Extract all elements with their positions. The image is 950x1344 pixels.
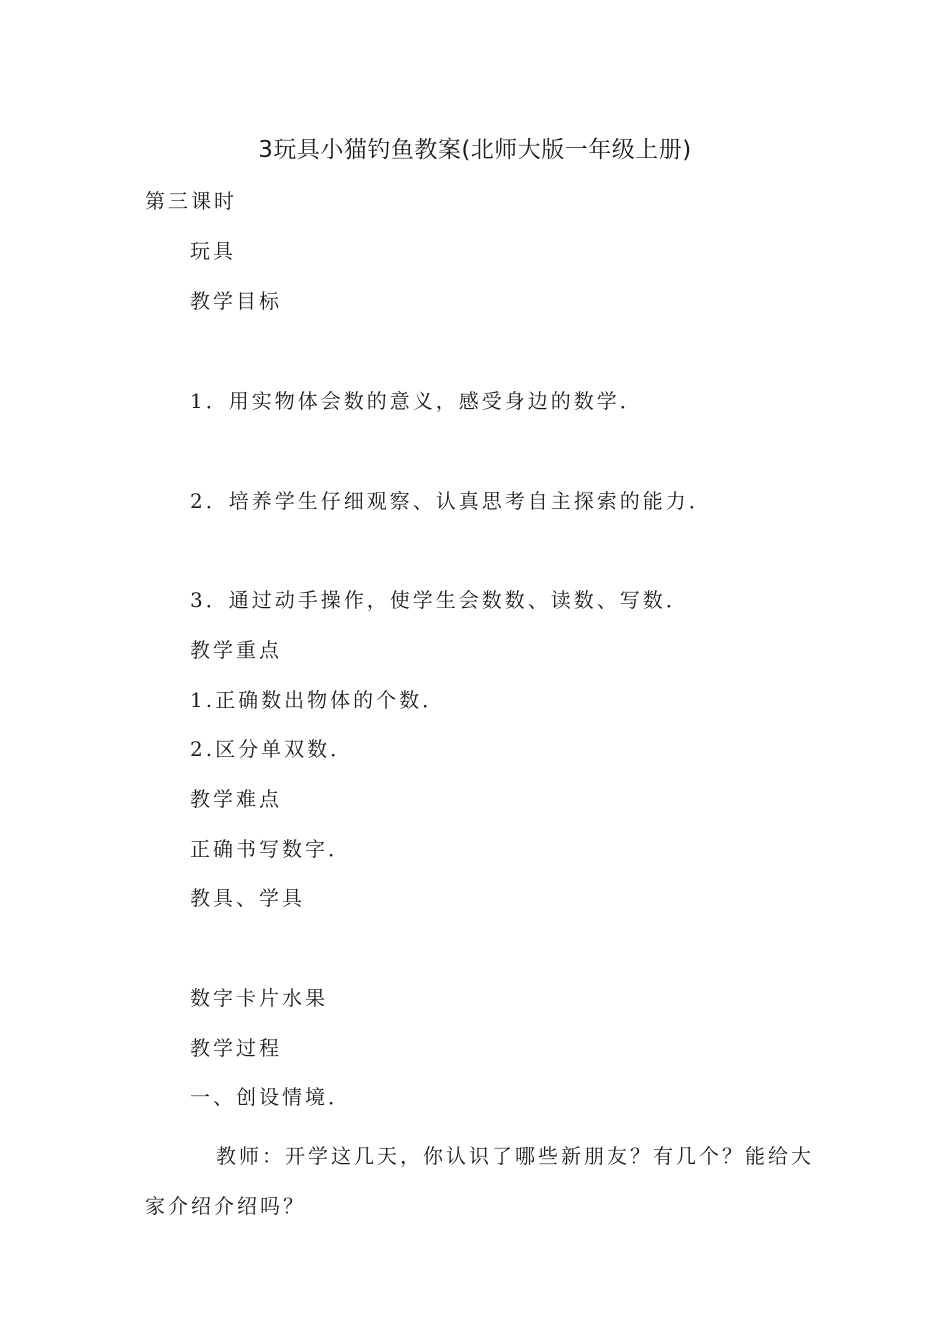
- key-point-item-2: 2.区分单双数．: [190, 737, 354, 761]
- tools-text: 数字卡片水果: [190, 986, 328, 1010]
- dialogue-paragraph: 教师：开学这几天，你认识了哪些新朋友？有几个？能给大家介绍介绍吗？: [145, 1144, 814, 1218]
- difficulty-heading: 教学难点: [190, 787, 282, 811]
- tools-heading: 教具、学具: [190, 886, 305, 910]
- key-point-item-1: 1.正确数出物体的个数．: [190, 688, 446, 712]
- topic-label: 玩具: [190, 239, 236, 263]
- document-title: 3玩具小猫钓鱼教案(北师大版一年级上册): [258, 137, 692, 163]
- key-points-heading: 教学重点: [190, 638, 282, 662]
- goal-item-2: 2．培养学生仔细观察、认真思考自主探索的能力．: [190, 489, 712, 513]
- goals-heading: 教学目标: [190, 289, 282, 313]
- difficulty-text: 正确书写数字．: [190, 837, 351, 861]
- goal-item-3: 3．通过动手操作，使学生会数数、读数、写数．: [190, 588, 689, 612]
- lesson-label: 第三课时: [145, 189, 237, 213]
- goal-item-1: 1．用实物体会数的意义，感受身边的数学．: [190, 389, 643, 413]
- process-heading: 教学过程: [190, 1036, 282, 1060]
- section-heading: 一、创设情境．: [190, 1085, 351, 1109]
